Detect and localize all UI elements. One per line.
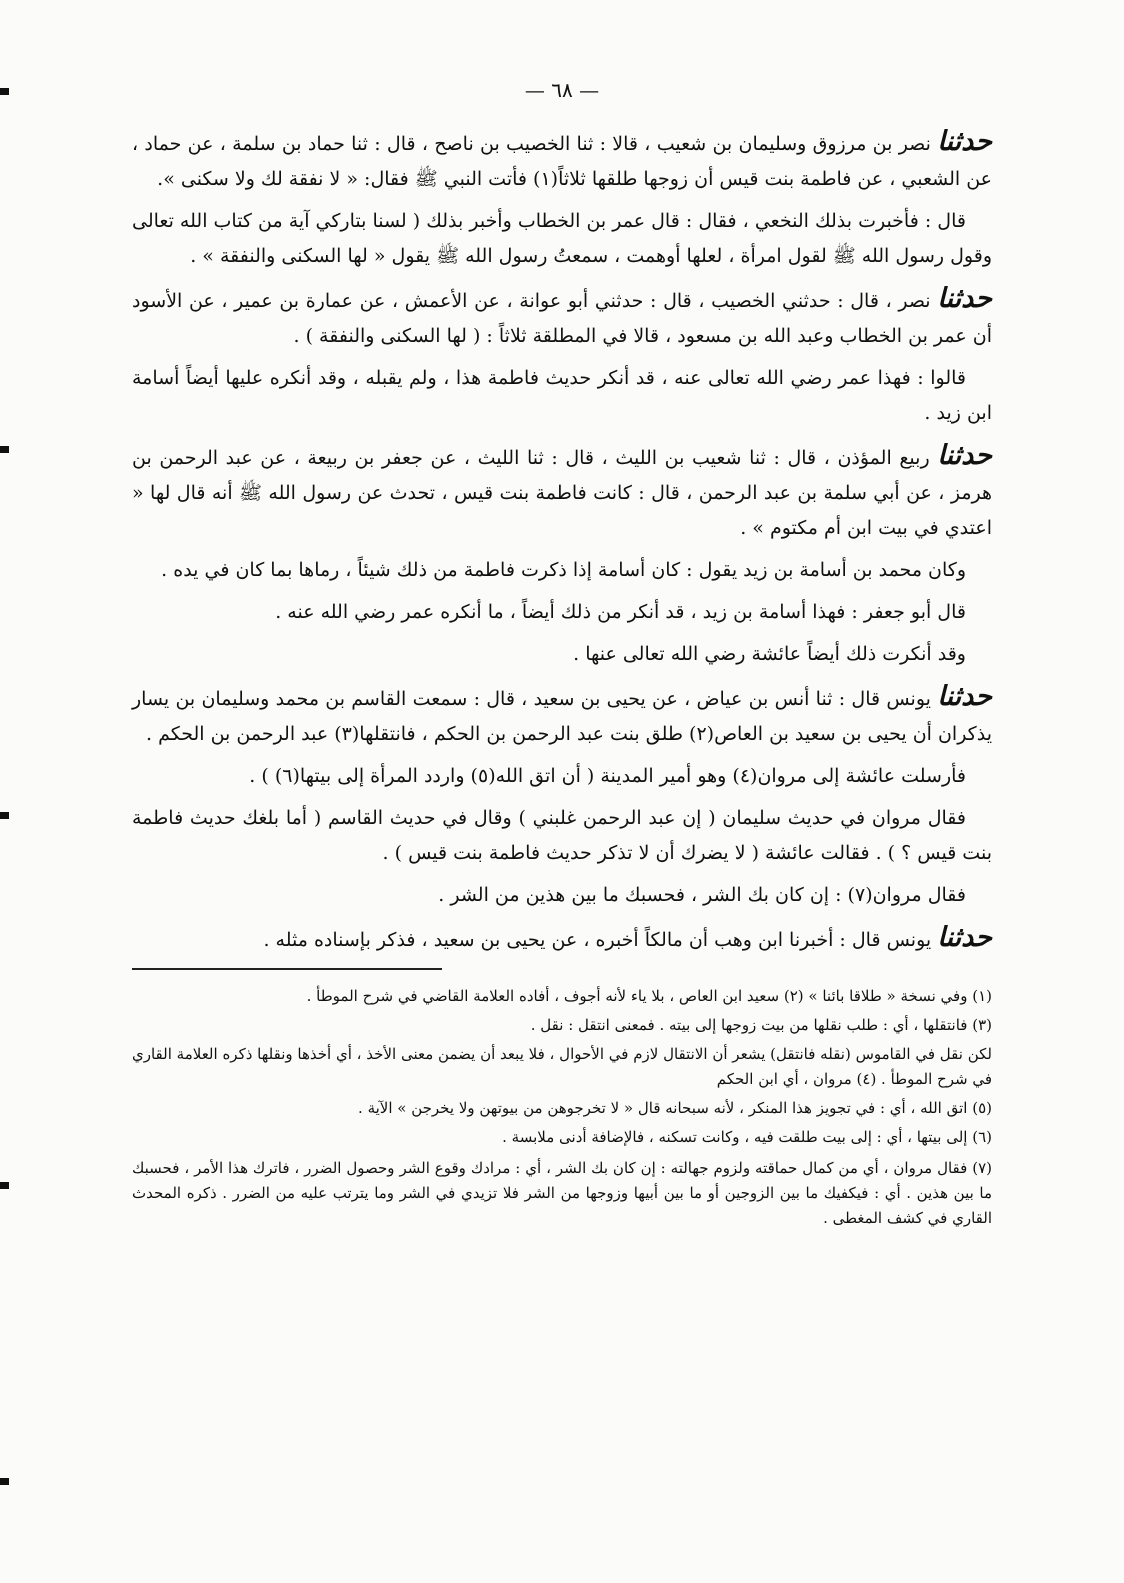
paragraph (132, 801, 992, 871)
hadith-heading: حدثنا (937, 440, 992, 471)
paragraph-text: فقال مروان(٧) : إن كان بك الشر ، فحسبك ما بين هذين من الشر . (438, 884, 966, 906)
scan-edge-mark (0, 812, 9, 819)
footnote: (٧) فقال مروان ، أي من كمال حماقته ولزوم جهالته : إن كان بك الشر ، أي : مرادك وقوع الشر وحصول الضرر ، فاترك هذا الأمر ، فحسبك ما بين هذين . أي : فيكفيك ما بين الزوجين أو ما بين أبيها وزوجها من الشر فلا تزيدي في الشر وما يترتب عليه من الضرر . ذكره المحدث القاري في كشف المغطى . (132, 1159, 992, 1227)
hadith-paragraph (132, 920, 992, 958)
hadith-paragraph (132, 281, 992, 354)
paragraph-text: قال أبو جعفر : فهذا أسامة بن زيد ، قد أنكر من ذلك أيضاً ، ما أنكره عمر رضي الله عنه . (275, 601, 966, 623)
document-page (132, 78, 992, 1235)
paragraph-text: فأرسلت عائشة إلى مروان(٤) وهو أمير المدينة ( أن اتق الله(٥) واردد المرأة إلى بيتها(٦) ) . (249, 765, 966, 787)
hadith-heading: حدثنا (937, 681, 992, 712)
paragraph (132, 553, 992, 588)
footnote: (٥) اتق الله ، أي : في تجويز هذا المنكر ، لأنه سبحانه قال « لا تخرجوهن من بيوتهن ولا يخرجن » الآية . (358, 1099, 992, 1117)
paragraph (132, 204, 992, 274)
main-text (132, 124, 992, 958)
paragraph (132, 878, 992, 913)
paragraph-text: قال : فأخبرت بذلك النخعي ، فقال : قال عمر بن الخطاب وأخبر بذلك ( لسنا بتاركي آية من كتاب الله تعالى وقول رسول الله ﷺ لقول امرأة ، لعلها أوهمت ، سمعتُ رسول الله ﷺ يقول « لها السكنى والنفقة » . (132, 210, 992, 267)
paragraph (132, 361, 992, 431)
paragraph-text: وكان محمد بن أسامة بن زيد يقول : كان أسامة إذا ذكرت فاطمة من ذلك شيئاً ، رماها بما كان في يده . (161, 559, 966, 581)
paragraph-text: نصر بن مرزوق وسليمان بن شعيب ، قالا : ثنا الخصيب بن ناصح ، قال : ثنا حماد بن سلمة ، عن حماد ، عن الشعبي ، عن فاطمة بنت قيس أن زوجها طلقها ثلاثاً(١) فأتت النبي ﷺ فقال: « لا نفقة لك ولا سكنى ». (132, 133, 992, 190)
paragraph-text: فقال مروان في حديث سليمان ( إن عبد الرحمن غلبني ) وقال في حديث القاسم ( أما بلغك حديث فاطمة بنت قيس ؟ ) . فقالت عائشة ( لا يضرك أن لا تذكر حديث فاطمة بنت قيس ) . (132, 807, 992, 864)
scan-edge-mark (0, 446, 9, 453)
footnote: (١) وفي نسخة « طلاقا بائنا » (٢) سعيد ابن العاص ، بلا ياء لأنه أجوف ، أفاده العلامة القاضي في شرح الموطأ . (306, 987, 992, 1005)
page-number: — ٦٨ — (524, 78, 600, 102)
paragraph-text: ربيع المؤذن ، قال : ثنا شعيب بن الليث ، قال : ثنا الليث ، عن جعفر بن ربيعة ، عن عبد الرحمن بن هرمز ، عن أبي سلمة بن عبد الرحمن ، قال : كانت فاطمة بنت قيس ، تحدث عن رسول الله ﷺ أنه قال لها « اعتدي في بيت ابن أم مكتوم » . (132, 447, 992, 539)
hadith-paragraph (132, 679, 992, 752)
paragraph-text: نصر ، قال : حدثني الخصيب ، قال : حدثني أبو عوانة ، عن الأعمش ، عن عمارة بن عمير ، عن الأسود أن عمر بن الخطاب وعبد الله بن مسعود ، قالا في المطلقة ثلاثاً : ( لها السكنى والنفقة ) . (132, 290, 992, 347)
footnotes (132, 984, 992, 1231)
scan-edge-mark (0, 1182, 9, 1189)
footnote: لكن نقل في القاموس (نقله فانتقل) يشعر أن الانتقال لازم في الأحوال ، فلا يبعد أن يضمن معنى الأخذ ، أي أخذها ونقلها ذكره العلامة القاري في شرح الموطأ . (٤) مروان ، أي ابن الحكم (132, 1045, 992, 1088)
paragraph (132, 637, 992, 672)
paragraph-text: قالوا : فهذا عمر رضي الله تعالى عنه ، قد أنكر حديث فاطمة هذا ، ولم يقبله ، وقد أنكره عليها أيضاً أسامة ابن زيد . (132, 367, 992, 424)
hadith-heading: حدثنا (937, 922, 992, 953)
paragraph-text: وقد أنكرت ذلك أيضاً عائشة رضي الله تعالى عنها . (573, 643, 966, 665)
footnote: (٣) فانتقلها ، أي : طلب نقلها من بيت زوجها إلى بيته . فمعنى انتقل : نقل . (530, 1016, 992, 1034)
footnote-divider (132, 968, 442, 970)
paragraph (132, 759, 992, 794)
hadith-paragraph (132, 438, 992, 546)
scan-edge-mark (0, 88, 9, 95)
hadith-paragraph (132, 124, 992, 197)
paragraph-text: يونس قال : أخبرنا ابن وهب أن مالكاً أخبره ، عن يحيى بن سعيد ، فذكر بإسناده مثله . (263, 929, 932, 951)
hadith-heading: حدثنا (937, 126, 992, 157)
footnote: (٦) إلى بيتها ، أي : إلى بيت طلقت فيه ، وكانت تسكنه ، فالإضافة أدنى ملابسة . (502, 1128, 992, 1146)
scan-edge-mark (0, 1478, 9, 1485)
paragraph-text: يونس قال : ثنا أنس بن عياض ، عن يحيى بن سعيد ، قال : سمعت القاسم بن محمد وسليمان بن يسار يذكران أن يحيى بن سعيد بن العاص(٢) طلق بنت عبد الرحمن بن الحكم ، فانتقلها(٣) عبد الرحمن بن الحكم . (132, 688, 992, 745)
paragraph (132, 595, 992, 630)
hadith-heading: حدثنا (937, 283, 992, 314)
